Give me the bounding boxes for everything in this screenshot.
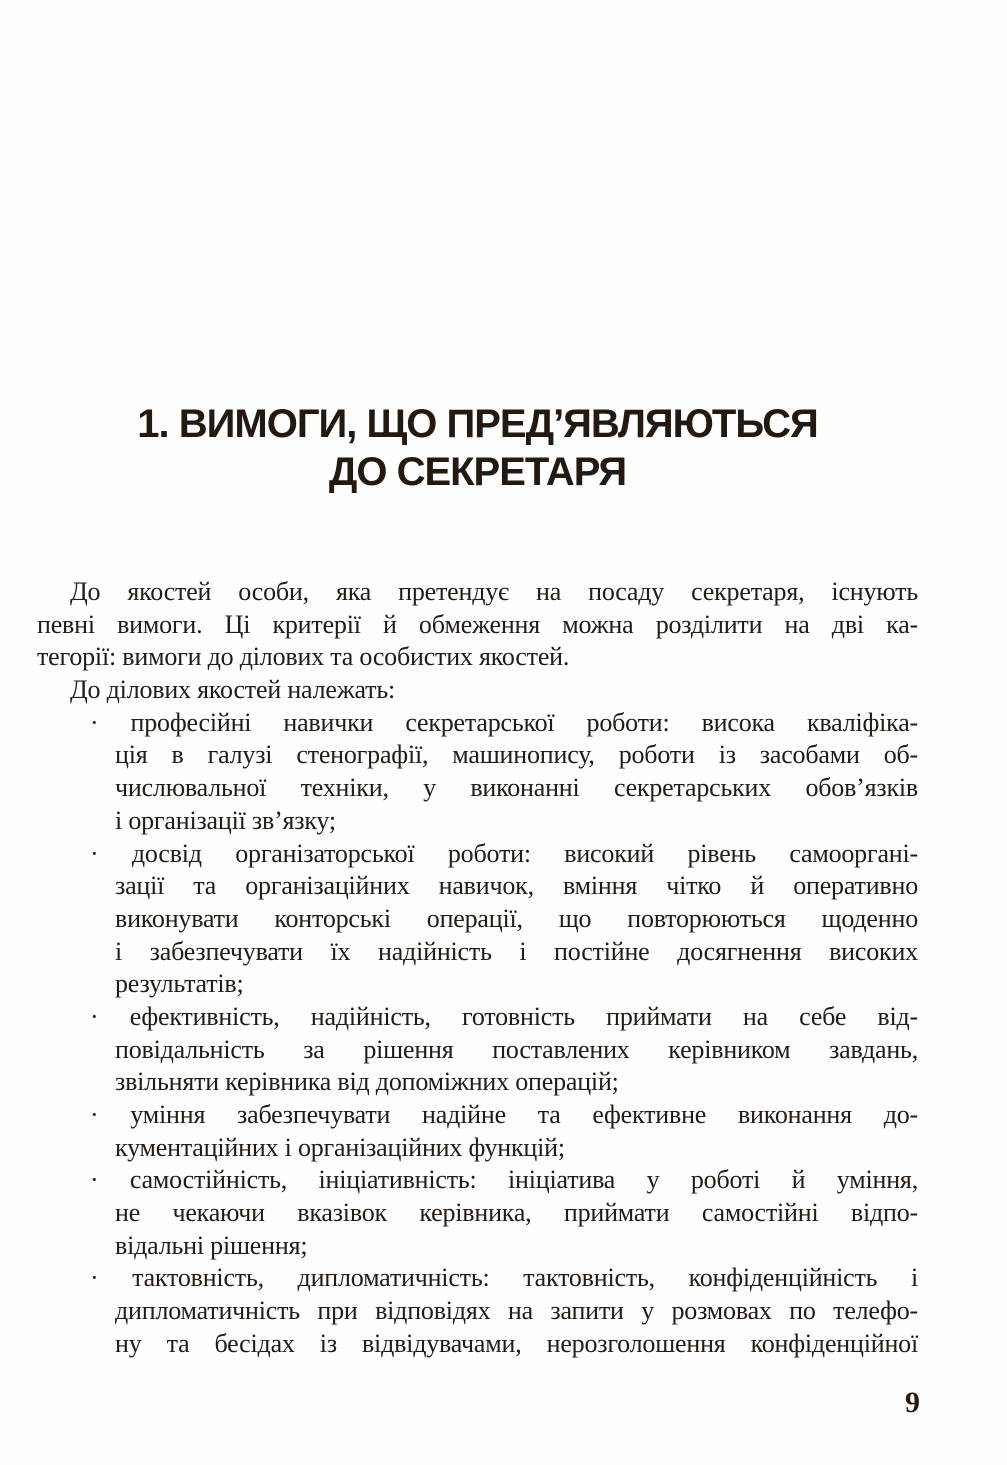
bullet-item [37,1099,918,1164]
chapter-heading-line-2: ДО СЕКРЕТАРЯ [328,450,627,494]
text-line: певні вимоги. Ці критерії й обмеження можна розділити на дві ка- [37,609,918,639]
bullet-item [37,707,918,838]
bullet-marker-icon: · [90,838,99,868]
paragraph [37,576,918,674]
text-line: ція в галузі стенографії, машинопису, роботи із засобами об- [115,740,918,770]
text-line: зації та організаційних навичок, вміння чітко й оперативно [115,871,918,901]
text-line: До якостей особи, яка претендує на посаду секретаря, існують [70,577,918,606]
text-line: · самостійність, ініціативність: ініціатива у роботі й уміння, [90,1165,918,1195]
bullet-item [37,838,918,1001]
chapter-heading-line-1: 1. ВИМОГИ, ЩО ПРЕД’ЯВЛЯЮТЬСЯ [137,402,818,446]
page-number: 9 [905,1386,920,1419]
text-line: дипломатичність при відповідях на запити у розмовах по телефо- [115,1296,918,1326]
text-body [37,576,918,1361]
text-line: · професійні навички секретарської роботи: висока кваліфіка- [90,707,918,737]
text-line: виконувати конторські операції, що повторюються щоденно [115,903,918,933]
text-line: · уміння забезпечувати надійне та ефективне виконання до- [90,1100,918,1129]
bullet-marker-icon: · [90,1100,99,1129]
text-line: відальні рішення; [115,1230,308,1260]
bullet-marker-icon: · [90,1165,99,1195]
text-line: результатів; [115,969,244,999]
chapter-heading [37,400,918,496]
text-line: тегорії: вимоги до ділових та особистих якостей. [37,642,570,672]
text-line: До ділових якостей належать: [70,675,395,705]
text-line: ну та бесідах із відвідувачами, нерозголошення конфіденційної [115,1328,918,1358]
text-line: звільняти керівника від допоміжних операцій; [115,1067,619,1097]
text-line: числювальної техніки, у виконанні секретарських обов’язків [115,773,918,803]
text-line: · тактовність, дипломатичність: тактовність, конфіденційність і [90,1263,918,1293]
text-line: кументаційних і організаційних функцій; [115,1132,565,1162]
bullet-item [37,1164,918,1262]
text-line: і організації зв’язку; [115,805,336,835]
bullet-marker-icon: · [90,1263,99,1293]
bullet-marker-icon: · [90,707,99,737]
bullet-item [37,1001,918,1099]
bullet-item [37,1262,918,1360]
paragraph [37,674,918,707]
text-line: · ефективність, надійність, готовність приймати на себе від- [90,1001,918,1031]
text-line: повідальність за рішення поставлених керівником завдань, [115,1034,918,1064]
text-line: не чекаючи вказівок керівника, приймати самостійні відпо- [115,1198,918,1228]
bullet-marker-icon: · [90,1001,99,1031]
text-line: і забезпечувати їх надійність і постійне досягнення високих [115,936,918,966]
text-line: · досвід організаторської роботи: високий рівень самооргані- [90,838,918,868]
